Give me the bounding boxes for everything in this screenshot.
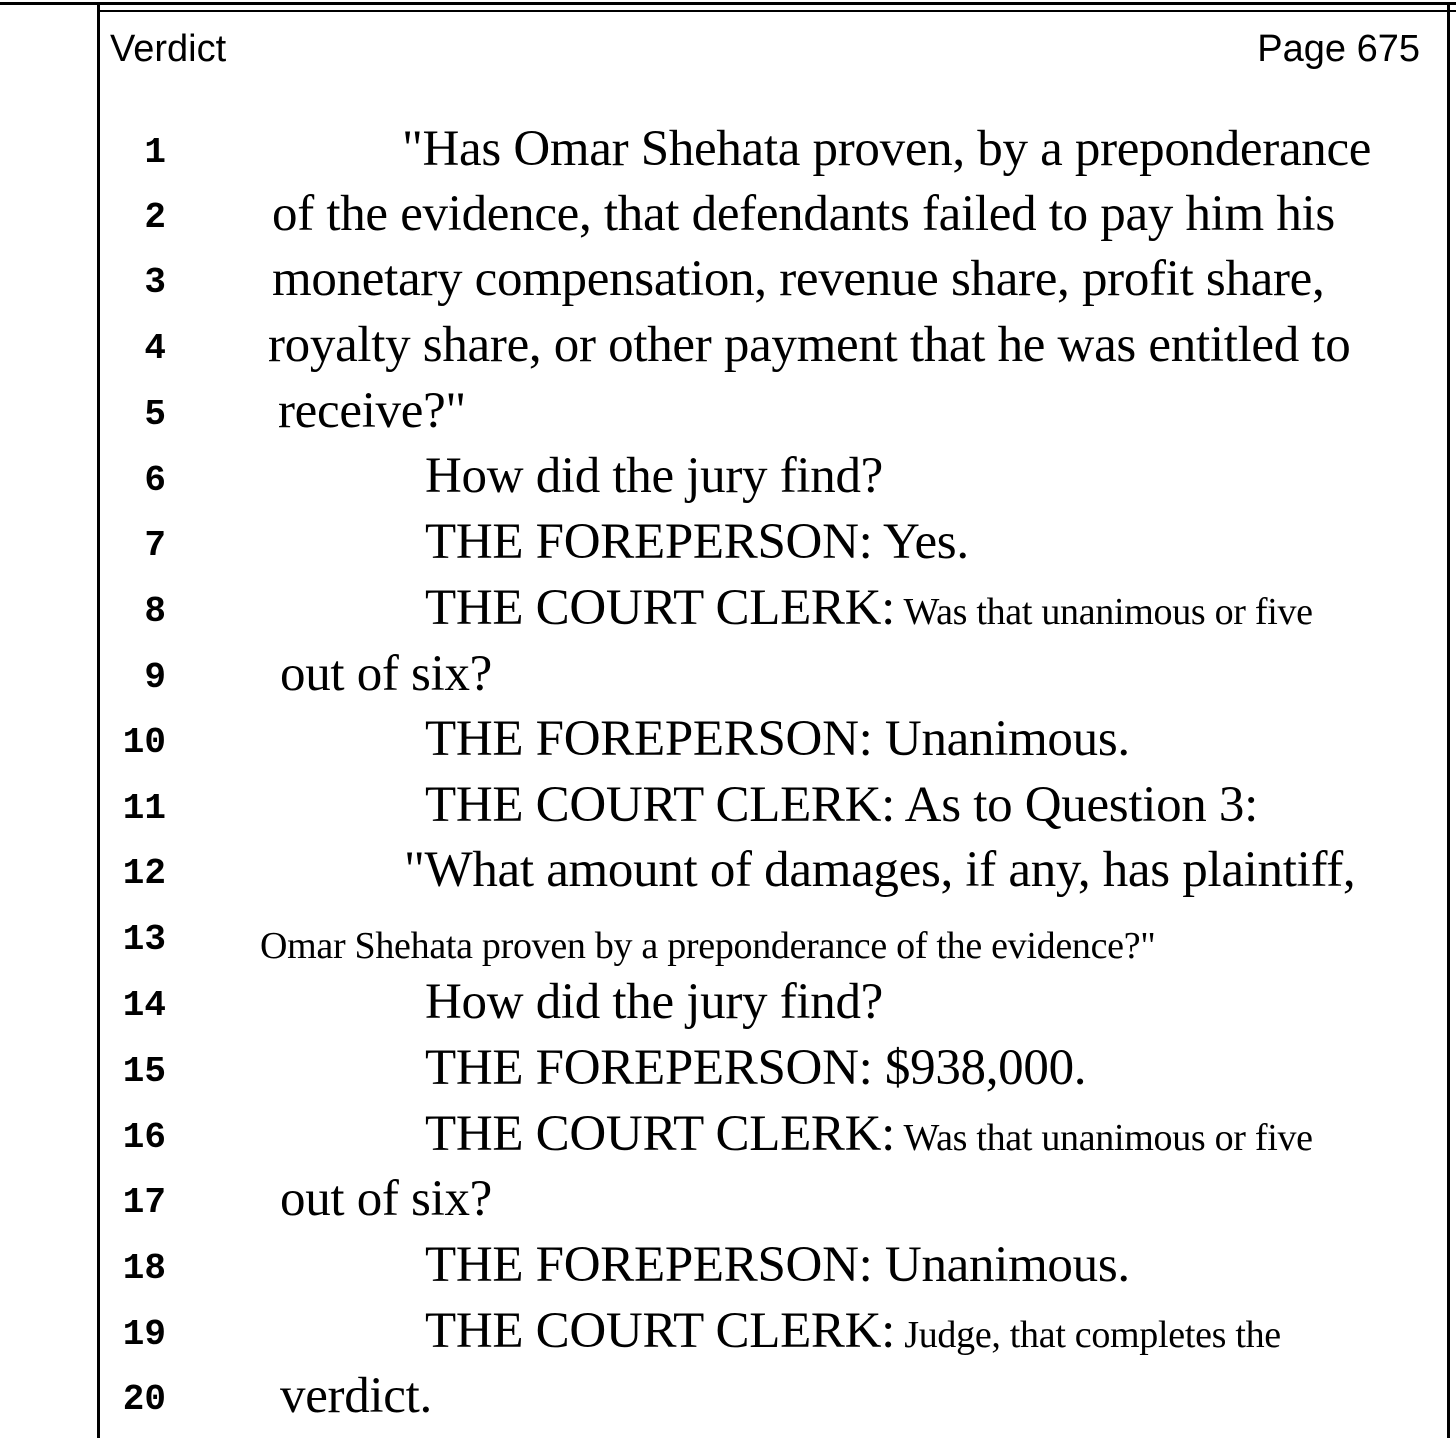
line-number: 11 — [122, 788, 166, 829]
line-number: 14 — [122, 985, 166, 1026]
transcript-line: receive?" — [278, 383, 466, 439]
line-number: 6 — [144, 460, 166, 501]
line-number: 15 — [122, 1051, 166, 1092]
transcript-line: royalty share, or other payment that he was entitled to — [268, 317, 1351, 373]
transcript-line: "What amount of damages, if any, has plaintiff, — [404, 842, 1356, 898]
line-number: 13 — [122, 919, 166, 960]
transcript-line: How did the jury find? — [425, 448, 883, 504]
line-number: 7 — [144, 525, 166, 566]
transcript-line: THE FOREPERSON: Yes. — [425, 514, 969, 570]
page-number: Page 675 — [1257, 28, 1420, 70]
line-number: 8 — [144, 591, 166, 632]
line-number: 10 — [122, 722, 166, 763]
transcript-line: out of six? — [280, 1171, 493, 1227]
transcript-line: THE FOREPERSON: Unanimous. — [425, 711, 1130, 767]
transcript-line: THE COURT CLERK: Was that unanimous or five — [425, 580, 1313, 636]
right-margin-rule — [1447, 2, 1450, 1438]
transcript-line: out of six? — [280, 646, 493, 702]
transcript-line: THE COURT CLERK: Was that unanimous or five — [425, 1106, 1313, 1162]
transcript-line: How did the jury find? — [425, 974, 883, 1030]
line-number: 12 — [122, 853, 166, 894]
line-number: 16 — [122, 1117, 166, 1158]
transcript-line: THE FOREPERSON: $938,000. — [425, 1040, 1087, 1096]
line-number: 1 — [144, 132, 166, 173]
transcript-line: of the evidence, that defendants failed to pay him his — [272, 186, 1335, 242]
line-number: 20 — [122, 1379, 166, 1420]
line-number: 17 — [122, 1182, 166, 1223]
page-top-rule — [0, 2, 1456, 5]
transcript-line: "Has Omar Shehata proven, by a preponderance — [402, 121, 1372, 177]
line-number: 5 — [144, 394, 166, 435]
section-title: Verdict — [110, 28, 227, 70]
transcript-line: THE COURT CLERK: Judge, that completes the — [425, 1303, 1281, 1359]
page-inner-rule — [98, 10, 1456, 12]
line-number: 9 — [144, 657, 166, 698]
transcript-line: monetary compensation, revenue share, profit share, — [272, 251, 1325, 307]
line-number: 18 — [122, 1248, 166, 1289]
line-number: 4 — [144, 328, 166, 369]
transcript-line: Omar Shehata proven by a preponderance of the evidence?" — [260, 925, 1156, 967]
transcript-line: verdict. — [280, 1368, 432, 1424]
line-number: 2 — [144, 197, 166, 238]
transcript-line: THE COURT CLERK: As to Question 3: — [425, 777, 1258, 833]
line-number: 19 — [122, 1314, 166, 1355]
transcript-line: THE FOREPERSON: Unanimous. — [425, 1237, 1130, 1293]
line-number: 3 — [144, 262, 166, 303]
